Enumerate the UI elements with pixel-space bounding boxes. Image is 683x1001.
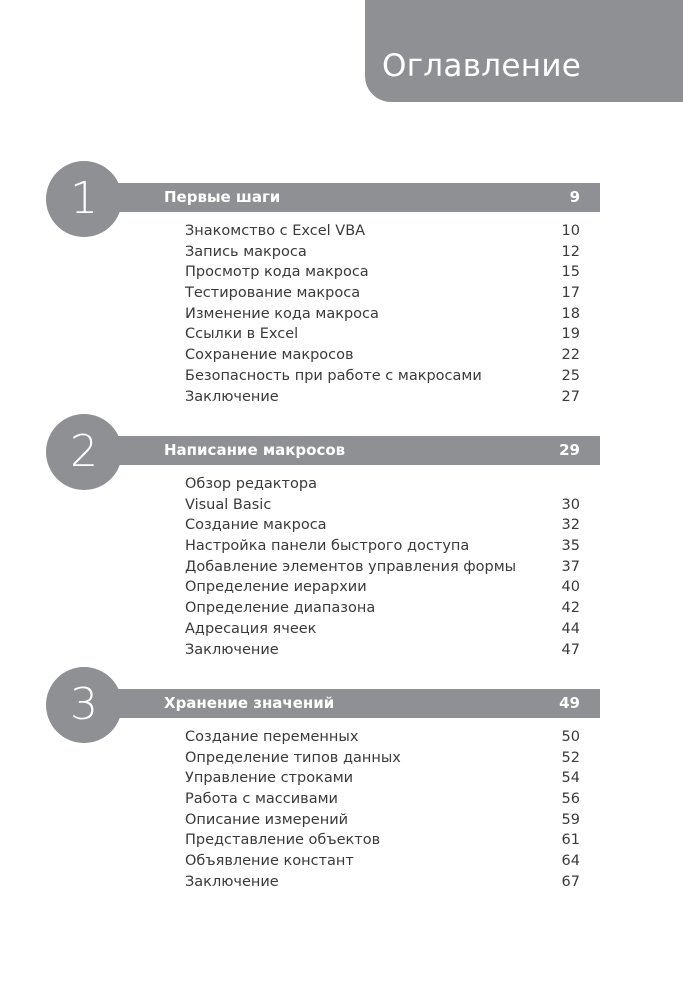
entry-title: Представление объектов	[185, 832, 381, 849]
entry-page: 54	[561, 770, 580, 787]
entry-title: Описание измерений	[185, 811, 349, 828]
toc-entry[interactable]	[185, 830, 580, 851]
entry-title: Знакомство с Excel VBA	[185, 223, 366, 239]
chapter-items	[185, 474, 580, 660]
entry-page: 17	[561, 285, 580, 302]
entry-page: 30	[561, 496, 580, 513]
chapter-bar	[84, 183, 600, 212]
entry-page: 42	[561, 600, 580, 617]
entry-title: Просмотр кода макроса	[185, 264, 369, 281]
entry-title: Ссылки в Excel	[185, 326, 299, 343]
entry-title: Определение типов данных	[185, 749, 401, 766]
chapter-title[interactable]: Первые шаги	[164, 188, 281, 206]
entry-title: Управление строками	[185, 770, 354, 787]
entry-title: Запись макроса	[185, 243, 307, 260]
toc-entry[interactable]	[185, 474, 580, 495]
toc-entry[interactable]	[185, 768, 580, 789]
entry-title: Создание переменных	[185, 729, 359, 745]
entry-page: 67	[561, 873, 580, 890]
chapter-items	[185, 221, 580, 407]
chapter-page: 9	[569, 188, 580, 206]
page-title: Оглавление	[382, 48, 582, 84]
toc-entry[interactable]	[185, 598, 580, 619]
toc-entry[interactable]	[185, 789, 580, 810]
entry-page: 12	[561, 243, 580, 260]
toc-entry[interactable]	[185, 810, 580, 831]
entry-title: Сохранение макросов	[185, 347, 354, 364]
toc-entry[interactable]	[185, 221, 580, 242]
chapter-page: 29	[559, 441, 580, 459]
entry-page: 10	[561, 223, 580, 239]
entry-page: 56	[561, 791, 580, 808]
toc-entry[interactable]	[185, 515, 580, 536]
entry-page: 44	[561, 620, 580, 637]
toc-entry[interactable]	[185, 727, 580, 748]
entry-title: Настройка панели быстрого доступа	[185, 538, 470, 555]
entry-page: 52	[561, 749, 580, 766]
entry-page: 64	[561, 853, 580, 870]
entry-page: 32	[561, 517, 580, 534]
toc-entry[interactable]	[185, 557, 580, 578]
entry-title: Безопасность при работе с макросами	[185, 367, 482, 384]
entry-title: Адресация ячеек	[185, 620, 317, 637]
toc-entry[interactable]	[185, 748, 580, 769]
toc-header	[365, 0, 683, 102]
toc-entry[interactable]	[185, 619, 580, 640]
chapter-bar	[84, 689, 600, 718]
toc-entry[interactable]	[185, 324, 580, 345]
entry-title: Объявление констант	[185, 853, 354, 870]
entry-page: 40	[561, 579, 580, 596]
entry-page: 47	[561, 641, 580, 658]
entry-title: Определение иерархии	[185, 579, 367, 596]
chapter-page: 49	[559, 694, 580, 712]
entry-title: Обзор редактора	[185, 476, 317, 492]
toc-entry[interactable]	[185, 262, 580, 283]
entry-title: Изменение кода макроса	[185, 305, 379, 322]
toc-entry[interactable]	[185, 283, 580, 304]
toc-entry[interactable]	[185, 366, 580, 387]
toc-entry[interactable]	[185, 577, 580, 598]
toc-entry[interactable]	[185, 495, 580, 516]
toc-entry[interactable]	[185, 242, 580, 263]
entry-page: 22	[561, 347, 580, 364]
chapter-title[interactable]: Написание макросов	[164, 441, 346, 459]
toc-entry[interactable]	[185, 872, 580, 893]
entry-page: 18	[561, 305, 580, 322]
entry-title: Добавление элементов управления формы	[185, 558, 517, 575]
entry-page: 25	[561, 367, 580, 384]
toc-entry[interactable]	[185, 304, 580, 325]
entry-page: 35	[561, 538, 580, 555]
entry-title: Visual Basic	[185, 496, 272, 513]
chapter-items	[185, 727, 580, 893]
entry-title: Определение диапазона	[185, 600, 376, 617]
entry-page: 27	[561, 388, 580, 405]
entry-page: 50	[561, 729, 580, 745]
chapter-number: 2	[46, 414, 122, 490]
entry-title: Создание макроса	[185, 517, 327, 534]
toc-entry[interactable]	[185, 345, 580, 366]
entry-title: Заключение	[185, 388, 279, 405]
entry-title: Заключение	[185, 873, 279, 890]
entry-page: 59	[561, 811, 580, 828]
entry-title: Тестирование макроса	[185, 285, 361, 302]
toc-entry[interactable]	[185, 536, 580, 557]
entry-title: Работа с массивами	[185, 791, 338, 808]
entry-page: 19	[561, 326, 580, 343]
chapter-title[interactable]: Хранение значений	[164, 694, 335, 712]
toc-entry[interactable]	[185, 851, 580, 872]
chapter-number: 1	[46, 161, 122, 237]
entry-page: 15	[561, 264, 580, 281]
entry-page: 37	[561, 558, 580, 575]
chapter-number: 3	[46, 667, 122, 743]
toc-entry[interactable]	[185, 387, 580, 408]
toc-entry[interactable]	[185, 640, 580, 661]
entry-page: 61	[561, 832, 580, 849]
entry-title: Заключение	[185, 641, 279, 658]
